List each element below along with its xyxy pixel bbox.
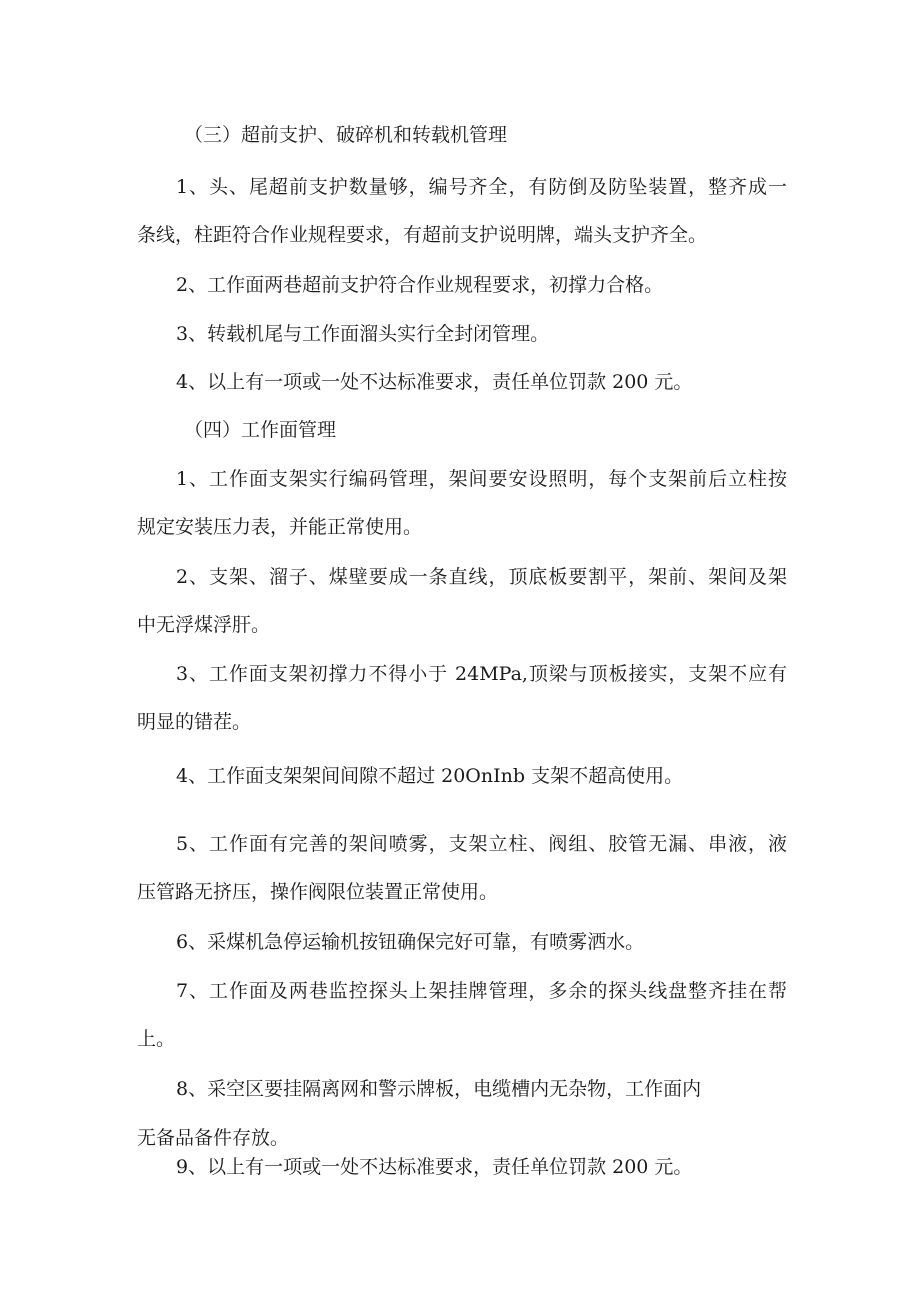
section-4-item-8-line-1: 8、采空区要挂隔离网和警示牌板，电缆槽内无杂物，工作面内 [176, 1078, 702, 1100]
section-4-item-1-line-2: 规定安装压力表，并能正常使用。 [137, 516, 423, 538]
section-4-item-3-line-2: 明显的错茬。 [137, 711, 252, 733]
section-3-item-2: 2、工作面两巷超前支护符合作业规程要求，初撑力合格。 [176, 274, 664, 296]
section-4-item-1-line-1: 1、工作面支架实行编码管理，架间要安设照明，每个支架前后立柱按 [176, 468, 787, 490]
section-3-item-1-line-2: 条线，柱距符合作业规程要求，有超前支护说明牌，端头支护齐全。 [137, 224, 708, 246]
section-4-item-3-line-1: 3、工作面支架初撑力不得小于 24MPa,顶梁与顶板接实，支架不应有 [176, 663, 787, 685]
section-4-item-7-line-1: 7、工作面及两巷监控探头上架挂牌管理，多余的探头线盘整齐挂在帮 [176, 980, 787, 1002]
section-4-item-9: 9、以上有一项或一处不达标准要求，责任单位罚款 200 元。 [176, 1156, 693, 1178]
section-3-item-3: 3、转载机尾与工作面溜头实行全封闭管理。 [176, 323, 550, 345]
section-4-item-4: 4、工作面支架架间间隙不超过 20OnInb 支架不超高使用。 [176, 765, 684, 787]
section-4-item-5-line-2: 压管路无挤压，操作阀限位装置正常使用。 [137, 881, 499, 903]
section-3-item-1-line-1: 1、头、尾超前支护数量够，编号齐全，有防倒及防坠装置，整齐成一 [176, 176, 787, 198]
section-4-heading: （四）工作面管理 [184, 419, 337, 441]
section-3-heading: （三）超前支护、破碎机和转载机管理 [184, 124, 508, 146]
section-4-item-2-line-2: 中无浮煤浮肝。 [137, 614, 271, 636]
section-4-item-8-line-2: 无备品备件存放。 [137, 1127, 290, 1149]
section-4-item-6: 6、采煤机急停运输机按钮确保完好可靠，有喷雾洒水。 [176, 931, 645, 953]
section-4-item-7-line-2: 上。 [137, 1028, 176, 1050]
section-4-item-2-line-1: 2、支架、溜子、煤壁要成一条直线，顶底板要割平，架前、架间及架 [176, 566, 787, 588]
section-3-item-4: 4、以上有一项或一处不达标准要求，责任单位罚款 200 元。 [176, 371, 693, 393]
section-4-item-5-line-1: 5、工作面有完善的架间喷雾，支架立柱、阀组、胶管无漏、串液，液 [176, 833, 787, 855]
